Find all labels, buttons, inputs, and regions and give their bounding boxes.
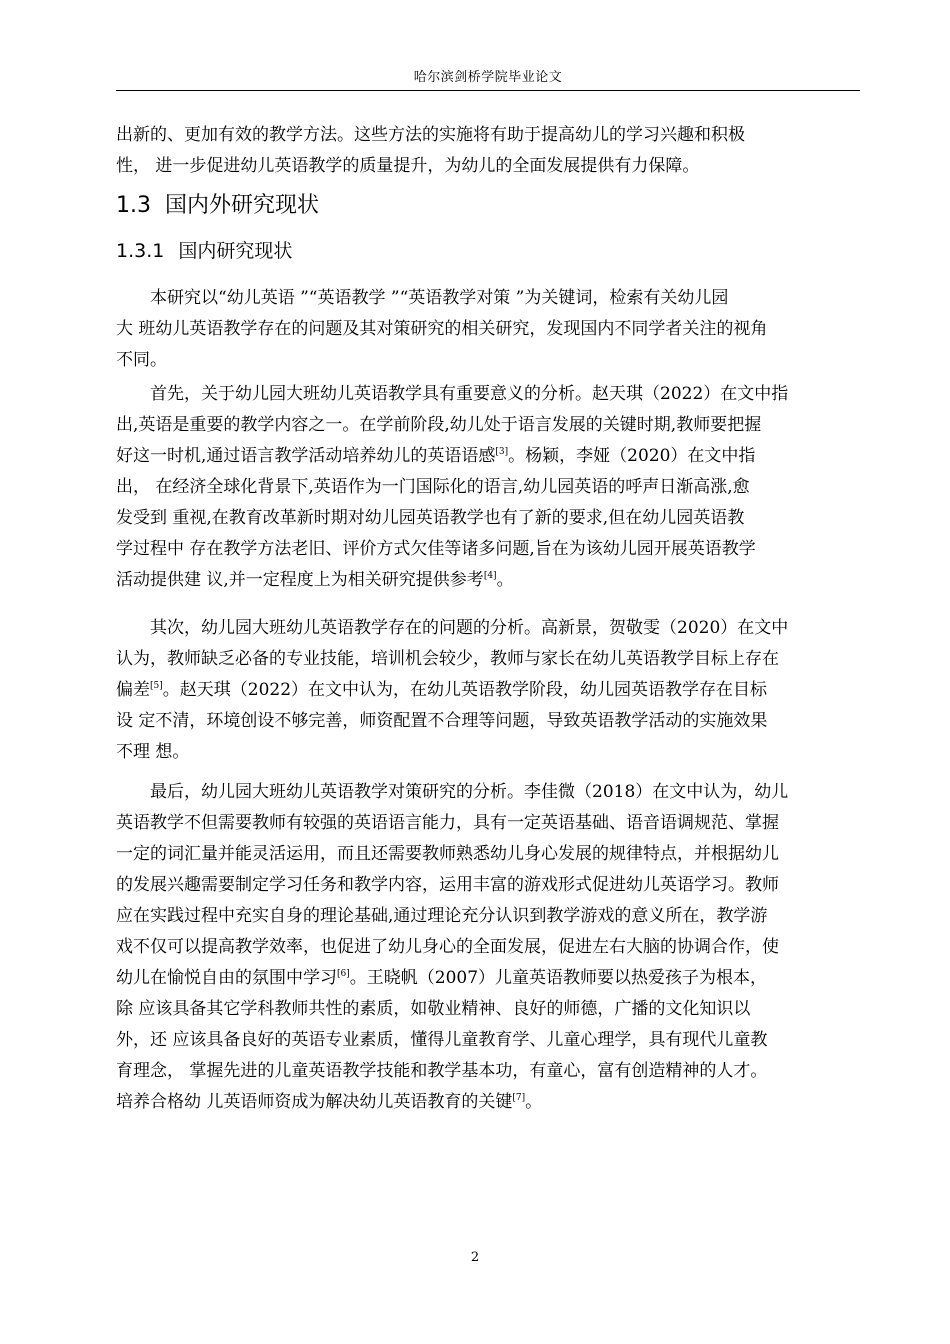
text-fragment: 。赵天琪（2022）在文中认为，在幼儿英语教学阶段，幼儿园英语教学存在目标 <box>162 680 768 700</box>
text-line: 性， 进一步促进幼儿英语教学的质量提升，为幼儿的全面发展提供有力保障。 <box>116 156 700 176</box>
text-fragment: 好这一时机,通过语言教学活动培养幼儿的英语语感 <box>116 446 496 466</box>
text-line: 应在实践过程中充实自身的理论基础,通过理论充分认识到教学游戏的意义所在，教学游 <box>116 906 768 926</box>
citation-marker: [5] <box>150 681 163 691</box>
text-fragment: 幼儿在愉悦自由的氛围中学习 <box>116 968 337 988</box>
text-line: 首先，关于幼儿园大班幼儿英语教学具有重要意义的分析。赵天琪（2022）在文中指 <box>150 384 789 404</box>
subsection-heading <box>116 236 292 266</box>
header-rule <box>116 90 860 91</box>
text-line: 出,英语是重要的教学内容之一。在学前阶段,幼儿处于语言发展的关键时期,教师要把握 <box>116 415 762 435</box>
text-line: 出， 在经济全球化背景下,英语作为一门国际化的语言,幼儿园英语的呼声日渐高涨,愈 <box>116 477 750 497</box>
text-line <box>116 1087 860 1118</box>
text-line: 除 应该具备其它学科教师共性的素质，如敬业精神、良好的师德，广播的文化知识以 <box>116 999 751 1019</box>
paragraph-strategies <box>116 777 860 1118</box>
intro-paragraph <box>116 120 860 182</box>
citation-marker: [7] <box>512 1093 526 1103</box>
text-line: 学过程中 存在教学方法老旧、评价方式欠佳等诸多问题,旨在为该幼儿园开展英语教学 <box>116 539 756 559</box>
text-fragment: 偏差 <box>116 680 150 700</box>
citation-marker: [4] <box>483 571 497 581</box>
text-line: 的发展兴趣需要制定学习任务和教学内容，运用丰富的游戏形式促进幼儿英语学习。教师 <box>116 875 779 895</box>
text-line: 不理 想。 <box>116 742 190 762</box>
text-line: 发受到 重视,在教育改革新时期对幼儿园英语教学也有了新的要求,但在幼儿园英语教 <box>116 508 745 528</box>
text-line <box>116 963 860 994</box>
paragraph-significance <box>116 379 860 596</box>
section-heading <box>116 190 319 222</box>
text-line: 外，还 应该具备良好的英语专业素质，懂得儿童教育学、儿童心理学，具有现代儿童教 <box>116 1030 768 1050</box>
text-line: 育理念， 掌握先进的儿童英语教学技能和教学基本功，有童心，富有创造精神的人才。 <box>116 1061 768 1081</box>
paragraph-problems <box>116 613 860 768</box>
text-fragment: 培养合格幼 儿英语师资成为解决幼儿英语教育的关键 <box>116 1092 513 1112</box>
running-header: 哈尔滨剑桥学院毕业论文 <box>413 70 563 85</box>
subsection-number: 1.3.1 <box>116 240 165 262</box>
text-line <box>116 675 860 706</box>
text-fragment: 。 <box>525 1092 543 1112</box>
text-line: 出新的、更加有效的教学方法。这些方法的实施将有助于提高幼儿的学习兴趣和积极 <box>116 125 745 145</box>
text-line: 英语教学不但需要教师有较强的英语语言能力，具有一定英语基础、语音语调规范、掌握 <box>116 813 779 833</box>
citation-marker: [3] <box>495 447 509 457</box>
text-line: 本研究以“幼儿英语 ”“英语教学 ”“英语教学对策 ”为关键词，检索有关幼儿园 <box>150 288 729 308</box>
subsection-title: 国内研究现状 <box>178 240 293 262</box>
page-number: 2 <box>470 1250 480 1265</box>
text-fragment: 。王晓帆（2007）儿童英语教师要以热爱孩子为根本， <box>349 968 768 988</box>
text-fragment: 活动提供建 议,并一定程度上为相关研究提供参考 <box>116 570 484 590</box>
text-line: 大 班幼儿英语教学存在的问题及其对策研究的相关研究，发现国内不同学者关注的视角 <box>116 319 768 339</box>
paragraph-keywords <box>116 283 860 376</box>
text-line: 一定的词汇量并能灵活运用，而且还需要教师熟悉幼儿身心发展的规律特点，并根据幼儿 <box>116 844 779 864</box>
text-line: 不同。 <box>116 350 167 370</box>
text-line: 设 定不清，环境创设不够完善，师资配置不合理等问题，导致英语教学活动的实施效果 <box>116 711 768 731</box>
text-fragment: 。 <box>496 570 514 590</box>
section-title: 国内外研究现状 <box>165 193 320 218</box>
section-number: 1.3 <box>116 193 151 218</box>
text-line: 戏不仅可以提高教学效率，也促进了幼儿身心的全面发展，促进左右大脑的协调合作，使 <box>116 937 779 957</box>
text-line: 最后，幼儿园大班幼儿英语教学对策研究的分析。李佳微（2018）在文中认为，幼儿 <box>150 782 789 802</box>
text-line <box>116 441 860 472</box>
text-line <box>116 565 860 596</box>
text-line: 其次，幼儿园大班幼儿英语教学存在的问题的分析。高新景，贺敬雯（2020）在文中 <box>150 618 789 638</box>
text-fragment: 。杨颖，李娅（2020）在文中指 <box>508 446 756 466</box>
citation-marker: [6] <box>337 969 350 979</box>
text-line: 认为，教师缺乏必备的专业技能，培训机会较少，教师与家长在幼儿英语教学目标上存在 <box>116 649 779 669</box>
